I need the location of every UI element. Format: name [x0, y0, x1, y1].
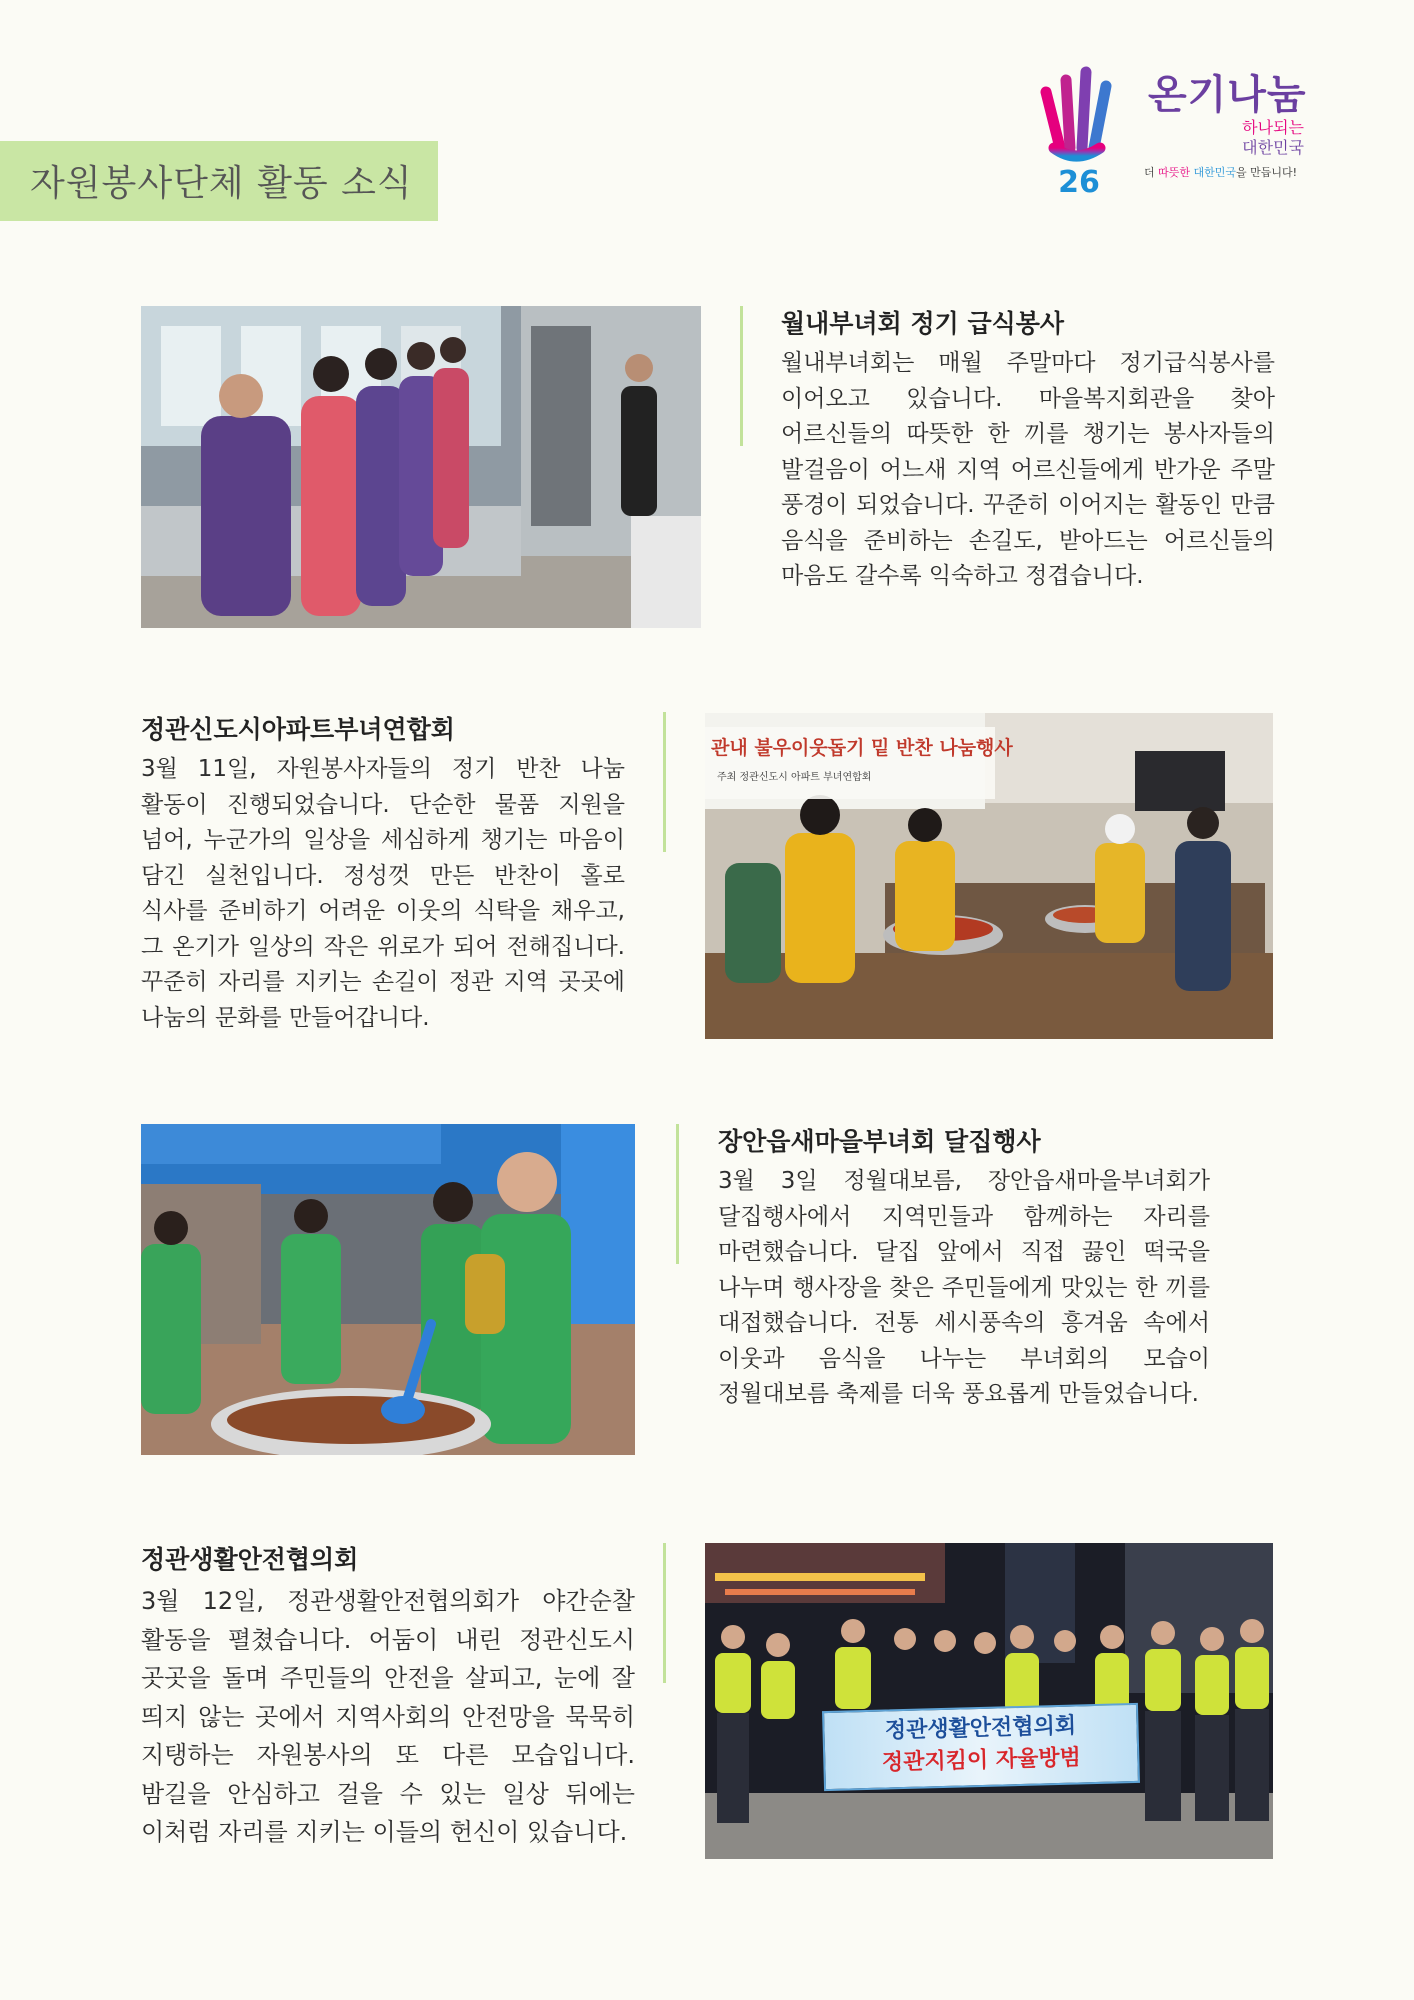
photo-meal-service: [141, 306, 701, 628]
slogan-prefix: 더: [1144, 166, 1155, 179]
ongi-nanum-logo: [1144, 72, 1318, 192]
article-3-body: 3월 3일 정월대보름, 장안읍새마을부녀회가 달집행사에서 지역민들과 함께하는 자리를 마련했습니다. 달집 앞에서 직접 끓인 떡국을 나누며 행사장을 찾은 주민들에게 맛있는 한 끼를 대접했습니다. 전통 세시풍속의 흥겨움 속에서 이웃과 음식을 나누는 부녀회의 모습이 정월대보름 축제를 더욱 풍요롭게 만들었습니다.: [718, 1168, 1210, 1407]
photo-2-banner-sub: 주최 정관신도시 아파트 부녀연합회: [717, 772, 872, 783]
article-1-body: 월내부녀회는 매월 주말마다 정기급식봉사를 이어오고 있습니다. 마을복지회관을 찾아 어르신들의 따뜻한 한 끼를 챙기는 봉사자들의 발걸음이 어느새 지역 어르신들에게 반가운 주말 풍경이 되었습니다. 꾸준히 이어지는 활동인 만큼 음식을 준비하는 손길도, 받아드는 어르신들의 마음도 갈수록 익숙하고 정겹습니다.: [781, 350, 1275, 589]
slogan-suffix: 을 만듭니다!: [1236, 166, 1298, 179]
photo-4-banner-line-1: 정관생활안전협의회: [884, 1713, 1077, 1744]
divider-1: [740, 306, 743, 446]
divider-4: [663, 1543, 666, 1683]
logo-subtitle-2: 대한민국: [1242, 138, 1304, 157]
photo-4-banner: [822, 1703, 1140, 1791]
article-3: [718, 1124, 1210, 1413]
article-4-body: 3월 12일, 정관생활안전협의회가 야간순찰 활동을 펼쳤습니다. 어둠이 내린 정관신도시 곳곳을 돌며 주민들의 안전을 살피고, 눈에 잘 띄지 않는 곳에서 지역사회의 안전망을 묵묵히 지탱하는 자원봉사의 또 다른 모습입니다. 밤길을 안심하고 걸을 수 있는 일상 뒤에는 이처럼 자리를 지키는 이들의 헌신이 있습니다.: [141, 1587, 635, 1846]
article-1-title: 월내부녀회 정기 급식봉사: [781, 309, 1065, 338]
logo-slogan: [1144, 164, 1318, 180]
hand-26-icon: [1036, 64, 1122, 200]
logo-title: 온기나눔: [1148, 72, 1307, 118]
photo-4-banner-line-2: 정관지킴이 자율방범: [881, 1745, 1082, 1776]
section-title: 자원봉사단체 활동 소식: [30, 163, 413, 204]
article-4: [141, 1542, 635, 1852]
article-2-title: 정관신도시아파트부녀연합회: [141, 715, 455, 744]
article-2-body: 3월 11일, 자원봉사자들의 정기 반찬 나눔 활동이 진행되었습니다. 단순한 물품 지원을 넘어, 누군가의 일상을 세심하게 챙기는 마음이 담긴 실천입니다. 정성껏 만든 반찬이 홀로 식사를 준비하기 어려운 이웃의 식탁을 채우고, 그 온기가 일상의 작은 위로가 되어 전해집니다. 꾸준히 자리를 지키는 손길이 정관 지역 곳곳에 나눔의 문화를 만들어갑니다.: [141, 756, 625, 1031]
article-2: [141, 712, 625, 1036]
photo-2-banner-title: 관내 불우이웃돕기 밑 반찬 나눔행사: [711, 737, 1013, 759]
photo-side-dish-sharing: [705, 713, 1273, 1039]
section-title-banner: [0, 141, 438, 221]
article-3-title: 장안읍새마을부녀회 달집행사: [718, 1127, 1041, 1156]
volunteer-26-logo: [1036, 64, 1122, 200]
divider-2: [663, 712, 666, 852]
divider-3: [676, 1124, 679, 1264]
photo-night-patrol: [705, 1543, 1273, 1859]
slogan-korea: 대한민국: [1193, 166, 1237, 179]
article-4-title: 정관생활안전협의회: [141, 1545, 359, 1574]
photo-2-banner: [705, 727, 1013, 799]
logo-subtitle-1: 하나되는: [1242, 118, 1304, 137]
photo-daljip-event: [141, 1124, 635, 1455]
article-1: [781, 306, 1275, 595]
logo-number: 26: [1058, 165, 1100, 200]
slogan-warm: 따뜻한: [1158, 166, 1191, 179]
